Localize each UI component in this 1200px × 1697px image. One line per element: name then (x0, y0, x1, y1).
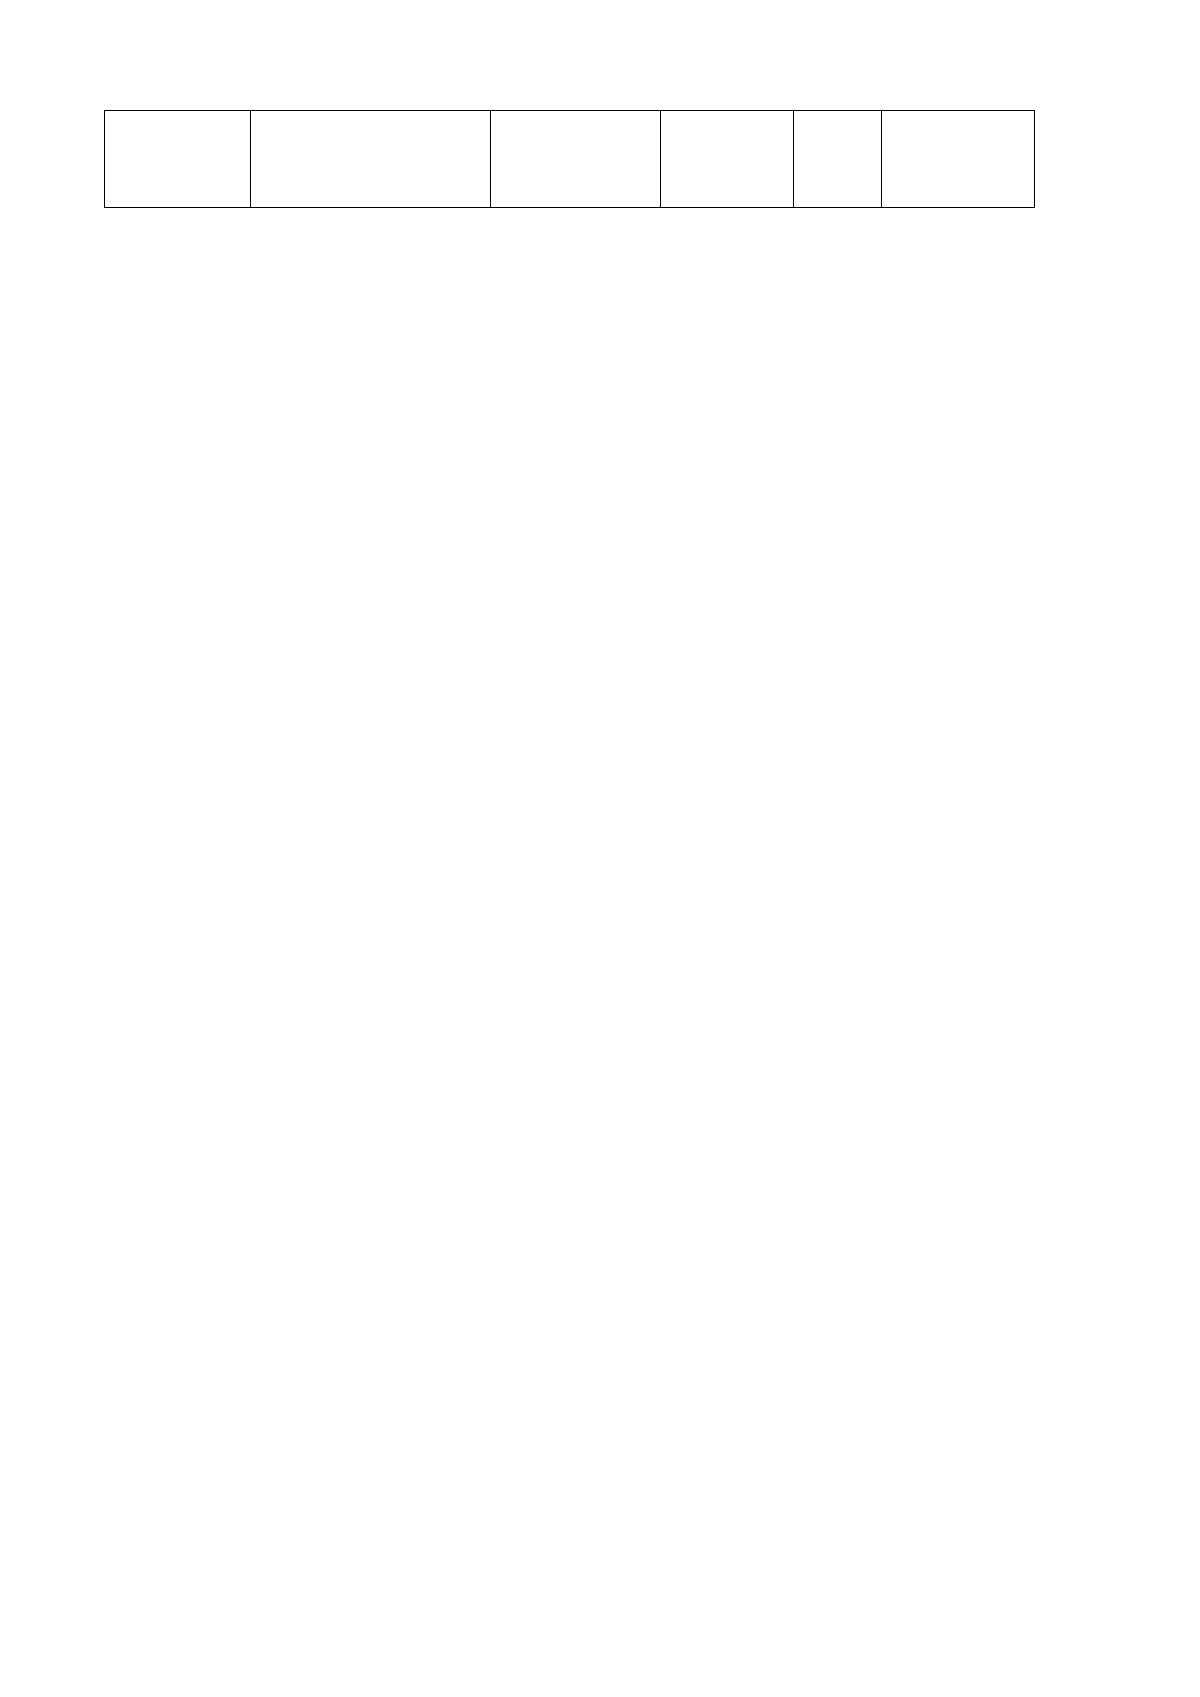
header-need (882, 111, 1035, 208)
header-life (794, 111, 882, 208)
equipment-table (104, 110, 1035, 208)
header-specialty (105, 111, 251, 208)
header-unit (661, 111, 794, 208)
table-header-row (105, 111, 1035, 208)
materials-header (105, 111, 1035, 208)
document-page (104, 110, 1034, 208)
header-works (251, 111, 491, 208)
header-materials (491, 111, 661, 208)
